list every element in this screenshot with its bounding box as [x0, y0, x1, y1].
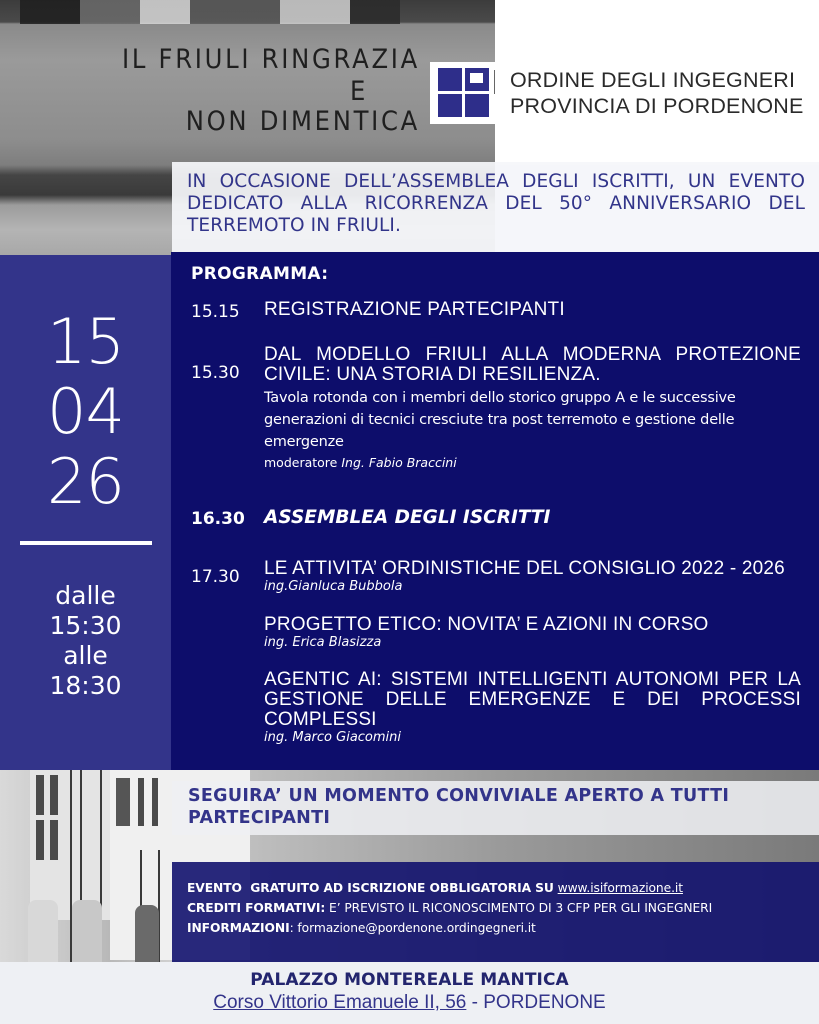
program-time: 17.30: [191, 567, 240, 587]
program-title: PROGRAMMA:: [191, 264, 329, 284]
rubble-detail: [20, 0, 400, 24]
program-item-speaker: ing. Marco Giacomini: [264, 730, 402, 745]
date-divider: [20, 541, 152, 545]
credits-line: [187, 898, 819, 918]
program-item-title: REGISTRAZIONE PARTECIPANTI: [264, 299, 565, 320]
contact-label: INFORMAZIONI: [187, 921, 290, 935]
program-time: 15.30: [191, 363, 240, 383]
date-day: 15: [47, 305, 124, 378]
time-range: [0, 581, 171, 701]
contact-line: INFORMAZIONI: formazione@pordenone.ordingegneri.it: [187, 921, 536, 935]
date-panel: [0, 255, 171, 770]
address-city: - PORDENONE: [466, 992, 606, 1013]
program-item-speaker: ing.Gianluca Bubbola: [264, 579, 403, 594]
organization-logo: [430, 62, 805, 124]
venue-name: PALAZZO MONTEREALE MANTICA: [250, 970, 569, 990]
convivial-banner: [172, 781, 819, 835]
intro-text: IN OCCASIONE DELL’ASSEMBLEA DEGLI ISCRITTI, UN EVENTO DEDICATO ALLA RICORRENZA DEL 50° ANNIVERSARIO DEL TERREMOTO IN FRIULI.: [187, 171, 805, 236]
moderator-name: Ing. Fabio Braccini: [341, 455, 457, 470]
date-year: 26: [47, 445, 124, 518]
program-item-speaker: ing. Erica Blasizza: [264, 635, 382, 650]
program-item-moderator: [264, 453, 801, 473]
logo-squares-icon: [438, 68, 496, 118]
program-item-description: Tavola rotonda con i membri dello storico gruppo A e le successive generazioni di tecnici cresciute tra post terremoto e gestione delle emergenze: [264, 390, 736, 450]
moderator-label: moderatore: [264, 455, 338, 470]
intro-box: [172, 162, 819, 252]
program-item-title: DAL MODELLO FRIULI ALLA MODERNA PROTEZIONE CIVILE: UNA STORIA DI RESILIENZA.: [264, 344, 801, 385]
from-label: dalle: [55, 581, 116, 610]
program-item-title: AGENTIC AI: SISTEMI INTELLIGENTI AUTONOMI PER LA GESTIONE DELLE EMERGENZE E DEI PROCESSI COMPLESSI: [264, 669, 801, 730]
convivial-text: SEGUIRA’ UN MOMENTO CONVIVIALE APERTO A TUTTI PARTECIPANTI: [188, 786, 730, 828]
date-month: 04: [47, 375, 124, 448]
logo-line-1: ORDINE DEGLI INGEGNERI: [510, 68, 796, 92]
info-box: [172, 862, 819, 962]
program-time: 16.30: [191, 509, 245, 529]
program-time: 15.15: [191, 302, 240, 322]
registration-label: EVENTO GRATUITO AD ISCRIZIONE OBBLIGATORIA SU: [187, 881, 554, 895]
logo-line-2: PROVINCIA DI PORDENONE: [510, 94, 804, 118]
credits-text: E’ PREVISTO IL RICONOSCIMENTO DI 3 CFP PER GLI INGEGNERI: [329, 901, 713, 915]
venue-footer: [0, 962, 819, 1024]
program-item-title: LE ATTIVITA’ ORDINISTICHE DEL CONSIGLIO 2022 - 2026: [264, 558, 785, 579]
wall-text-line-1: IL FRIULI RINGRAZIA: [122, 44, 421, 75]
registration-line: [187, 878, 819, 898]
program-panel: [171, 252, 819, 770]
to-label: alle: [63, 641, 108, 670]
wall-text-line-2: E: [349, 76, 368, 107]
credits-label: CREDITI FORMATIVI:: [187, 901, 326, 915]
program-item-title: PROGETTO ETICO: NOVITA’ E AZIONI IN CORSO: [264, 614, 709, 635]
to-time: 18:30: [49, 671, 122, 700]
program-item-title: ASSEMBLEA DEGLI ISCRITTI: [264, 507, 551, 528]
logo-text: [510, 67, 804, 119]
registration-link[interactable]: www.isiformazione.it: [557, 881, 683, 895]
wall-text-line-3: NON DIMENTICA: [185, 106, 420, 137]
contact-email[interactable]: formazione@pordenone.ordingegneri.it: [297, 921, 536, 935]
address-street-link[interactable]: Corso Vittorio Emanuele II, 56: [213, 992, 467, 1013]
venue-address: [0, 992, 819, 1014]
from-time: 15:30: [49, 611, 122, 640]
